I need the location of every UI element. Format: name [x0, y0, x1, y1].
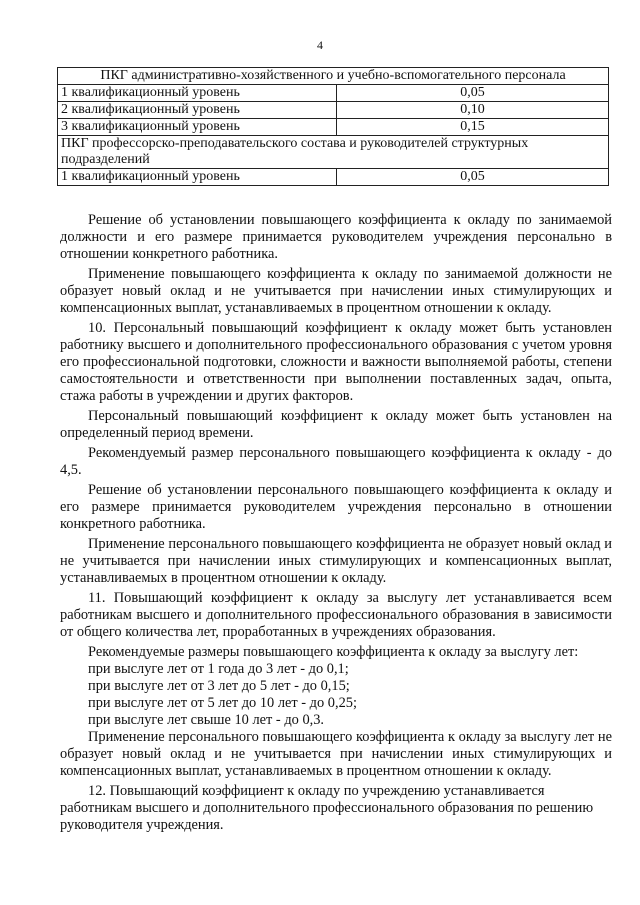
paragraph: Решение об установлении повышающего коэффициента к окладу по занимаемой должности и его размере принимается руководителем учреждения персонально в отношении конкретного работника.	[60, 212, 612, 262]
paragraph: Персональный повышающий коэффициент к окладу может быть установлен на определенный период времени.	[60, 408, 612, 441]
coefficient-table	[57, 67, 609, 186]
seniority-item: при выслуге лет от 1 года до 3 лет - до 0,1;	[88, 661, 349, 677]
level-value: 0,05	[337, 169, 609, 186]
table-row	[58, 136, 609, 169]
group-header: ПКГ административно-хозяйственного и учебно-вспомогательного персонала	[58, 68, 609, 85]
table-row	[58, 85, 609, 102]
seniority-item: при выслуге лет от 5 лет до 10 лет - до 0,25;	[88, 695, 357, 711]
level-value: 0,05	[337, 85, 609, 102]
paragraph: 12. Повышающий коэффициент к окладу по учреждению устанавливается работникам высшего и дополнительного профессионального образования по решению руководителя учреждения.	[60, 783, 594, 833]
level-value: 0,15	[337, 119, 609, 136]
seniority-item: при выслуге лет свыше 10 лет - до 0,3.	[88, 712, 325, 728]
paragraph: Применение персонального повышающего коэффициента к окладу за выслугу лет не образует новый оклад и не учитывается при начислении иных стимулирующих и компенсационных выплат, устанавливаемых в процентном отношении к окладу.	[60, 729, 612, 779]
level-label: 3 квалификационный уровень	[58, 119, 337, 136]
level-label: 2 квалификационный уровень	[58, 102, 337, 119]
page-number: 4	[317, 38, 323, 52]
group-header: ПКГ профессорско-преподавательского состава и руководителей структурных подразделений	[58, 136, 609, 169]
table-row	[58, 102, 609, 119]
level-label: 1 квалификационный уровень	[58, 169, 337, 186]
table-row	[58, 169, 609, 186]
body-text	[60, 212, 612, 837]
paragraph: Рекомендуемый размер персонального повышающего коэффициента к окладу - до 4,5.	[60, 445, 612, 478]
table-row	[58, 119, 609, 136]
level-value: 0,10	[337, 102, 609, 119]
paragraph: 10. Персональный повышающий коэффициент к окладу может быть установлен работнику высшего и дополнительного профессионального образования с учетом уровня его профессиональной подготовки, сложности и важности выполняемой работы, степени самостоятельности и ответственности при выполнении поставленных задач, опыта, стажа работы в учреждении и других факторов.	[60, 320, 612, 404]
paragraph: Решение об установлении персонального повышающего коэффициента к окладу и его размере принимается руководителем учреждения персонально в отношении конкретного работника.	[60, 482, 612, 532]
level-label: 1 квалификационный уровень	[58, 85, 337, 102]
table-row	[58, 68, 609, 85]
paragraph: Применение персонального повышающего коэффициента не образует новый оклад и не учитывается при начислении иных стимулирующих и компенсационных выплат, устанавливаемых в процентном отношении к окладу.	[60, 536, 612, 586]
paragraph: 11. Повышающий коэффициент к окладу за выслугу лет устанавливается всем работникам высшего и дополнительного профессионального образования в зависимости от общего количества лет, проработанных в учреждениях образования.	[60, 590, 612, 640]
seniority-item: при выслуге лет от 3 лет до 5 лет - до 0,15;	[88, 678, 350, 694]
seniority-intro: Рекомендуемые размеры повышающего коэффициента к окладу за выслугу лет:	[88, 644, 579, 660]
paragraph: Применение повышающего коэффициента к окладу по занимаемой должности не образует новый оклад и не учитывается при начислении иных стимулирующих и компенсационных выплат, устанавливаемых в процентном отношении к окладу.	[60, 266, 612, 316]
